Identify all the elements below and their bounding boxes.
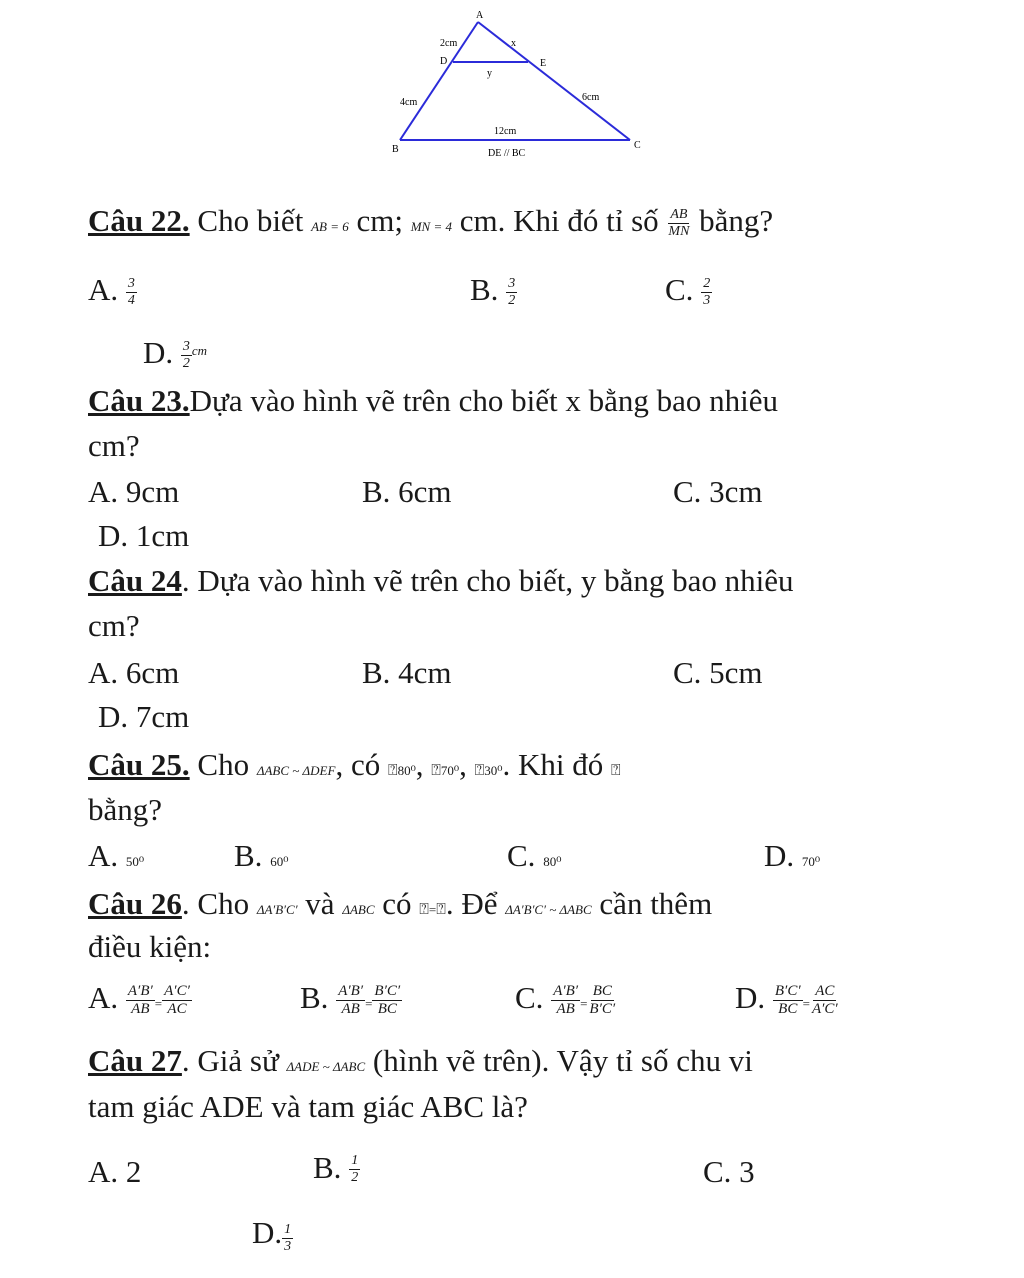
q25-b-label: B. bbox=[234, 838, 263, 873]
q26-b-d2: BC bbox=[377, 1001, 397, 1018]
q26-c-label: C. bbox=[515, 980, 544, 1015]
triangle-figure bbox=[380, 0, 650, 170]
q26-c-d1: AB bbox=[556, 1001, 575, 1018]
q25-missing-glyph-icon: ⍰ bbox=[474, 760, 485, 779]
q27-d-frac bbox=[282, 1222, 293, 1255]
q26-math-3: ΔA′B′C′ ~ ΔABC bbox=[505, 902, 592, 917]
q25-missing-glyph-icon: ⍰ bbox=[387, 760, 398, 779]
label-ad: 2cm bbox=[440, 38, 458, 49]
q22-option-b-label: B. bbox=[470, 272, 499, 307]
q26-stem-line1 bbox=[88, 886, 712, 928]
q26-c-n2: BC bbox=[591, 983, 614, 1001]
q25-option-b[interactable] bbox=[234, 838, 288, 880]
q25-angle-1: 80⁰ bbox=[397, 763, 416, 778]
label-e: E bbox=[540, 58, 547, 69]
q25-sep-1: , bbox=[415, 747, 424, 782]
label-c: C bbox=[634, 140, 641, 151]
label-a: A bbox=[476, 10, 484, 21]
q27-option-d[interactable] bbox=[252, 1215, 293, 1255]
label-de: y bbox=[487, 68, 492, 79]
q22-option-a-label: A. bbox=[88, 272, 119, 307]
q27-b-label: B. bbox=[313, 1150, 342, 1185]
figure-caption: DE // BC bbox=[488, 148, 526, 159]
q27-b-num: 1 bbox=[349, 1153, 360, 1170]
q22-a-den: 4 bbox=[127, 293, 135, 309]
q26-b-n2: B′C′ bbox=[372, 983, 402, 1001]
q27-option-a[interactable]: A. 2 bbox=[88, 1154, 142, 1189]
q23-text: Dựa vào hình vẽ trên cho biết x bằng bao nhiêu bbox=[189, 383, 779, 418]
q26-option-d[interactable] bbox=[735, 980, 840, 1022]
q25-text-2: , có bbox=[335, 747, 381, 782]
q27-d-label: D. bbox=[252, 1215, 283, 1250]
q24-option-c[interactable]: C. 5cm bbox=[673, 655, 763, 690]
q22-option-b-frac bbox=[506, 276, 517, 309]
q27-d-den: 3 bbox=[284, 1239, 292, 1255]
q26-title: Câu 26 bbox=[88, 886, 182, 921]
q23-option-a[interactable]: A. 9cm bbox=[88, 474, 180, 509]
q26-option-a[interactable] bbox=[88, 980, 192, 1022]
q24-stem-line1 bbox=[88, 563, 794, 599]
q22-option-c-label: C. bbox=[665, 272, 694, 307]
q22-option-d-label: D. bbox=[143, 335, 174, 370]
q27-b-den: 2 bbox=[351, 1170, 359, 1186]
q27-stem-line2: tam giác ADE và tam giác ABC là? bbox=[88, 1089, 528, 1124]
q22-text-4: bằng? bbox=[699, 203, 774, 238]
q27-text-2: (hình vẽ trên). Vậy tỉ số chu vi bbox=[372, 1043, 753, 1078]
q22-d-den: 2 bbox=[182, 356, 190, 372]
q22-fraction-den: MN bbox=[668, 224, 690, 240]
q25-a-label: A. bbox=[88, 838, 119, 873]
q27-b-frac bbox=[349, 1153, 360, 1186]
q27-text-1: . Giả sử bbox=[181, 1043, 279, 1078]
q22-fraction bbox=[666, 207, 691, 240]
q26-math-1: ΔA′B′C′ bbox=[256, 902, 298, 917]
q26-b-frac-2 bbox=[372, 983, 402, 1019]
q24-option-a[interactable]: A. 6cm bbox=[88, 655, 180, 690]
q22-option-c[interactable] bbox=[665, 272, 712, 309]
q22-text-1: Cho biết bbox=[197, 203, 304, 238]
q26-a-frac-1 bbox=[126, 983, 155, 1019]
q22-option-d[interactable] bbox=[143, 333, 207, 372]
q27-stem-line1 bbox=[88, 1043, 753, 1085]
q25-sep-2: , bbox=[459, 747, 467, 782]
q26-a-d2: AC bbox=[167, 1001, 187, 1018]
q25-option-d[interactable] bbox=[764, 838, 820, 880]
q23-stem-line2: cm? bbox=[88, 428, 140, 463]
q26-c-n1: A′B′ bbox=[551, 983, 580, 1001]
q26-c-d2: B′C′ bbox=[589, 1001, 616, 1018]
q25-c-label: C. bbox=[507, 838, 536, 873]
q26-b-n1: A′B′ bbox=[336, 983, 365, 1001]
q26-d-d1: BC bbox=[778, 1001, 798, 1018]
q26-text-1: . Cho bbox=[181, 886, 250, 921]
q22-c-num: 2 bbox=[701, 276, 712, 293]
label-ae: x bbox=[511, 38, 516, 49]
q24-stem-line2: cm? bbox=[88, 608, 140, 643]
q25-d-value: 70⁰ bbox=[801, 854, 821, 869]
q27-option-c[interactable]: C. 3 bbox=[703, 1154, 755, 1189]
q23-stem-line1 bbox=[88, 383, 778, 419]
q26-text-2: và bbox=[305, 886, 335, 921]
label-b: B bbox=[392, 144, 399, 155]
q26-d-frac-1 bbox=[773, 983, 803, 1019]
q26-a-n1: A′B′ bbox=[126, 983, 155, 1001]
q26-a-n2: A′C′ bbox=[162, 983, 192, 1001]
q26-a-d1: AB bbox=[131, 1001, 150, 1018]
q24-option-d[interactable]: D. 7cm bbox=[98, 699, 190, 734]
q22-option-d-unit: cm bbox=[191, 343, 208, 358]
q27-math-similar: ΔADE ~ ΔABC bbox=[286, 1059, 366, 1074]
q25-stem-line2: bằng? bbox=[88, 792, 163, 827]
q25-math-similar: ΔABC ~ ΔDEF bbox=[256, 763, 336, 778]
q26-a-label: A. bbox=[88, 980, 119, 1015]
q23-title: Câu 23. bbox=[88, 383, 190, 418]
q25-b-value: 60⁰ bbox=[270, 854, 289, 869]
q26-d-n1: B′C′ bbox=[773, 983, 803, 1001]
q23-option-b[interactable]: B. 6cm bbox=[362, 474, 452, 509]
q26-option-b[interactable] bbox=[300, 980, 402, 1022]
q26-a-eq: = bbox=[154, 996, 163, 1011]
q25-c-value: 80⁰ bbox=[543, 854, 562, 869]
q26-b-eq: = bbox=[365, 996, 373, 1011]
q22-title: Câu 22. bbox=[88, 203, 190, 238]
q24-title: Câu 24 bbox=[88, 563, 182, 598]
q26-text-3: có bbox=[382, 886, 412, 921]
q25-angle-2: 70⁰ bbox=[440, 763, 460, 778]
q22-math-ab: AB = 6 bbox=[311, 219, 349, 234]
q26-d-eq: = bbox=[802, 996, 810, 1011]
q22-text-2: cm; bbox=[356, 203, 403, 238]
q26-b-d1: AB bbox=[341, 1001, 360, 1018]
q22-text-3: cm. Khi đó tỉ số bbox=[459, 203, 659, 238]
q26-a-frac-2 bbox=[162, 983, 192, 1019]
q26-d-frac-2 bbox=[810, 983, 840, 1019]
segment-ab bbox=[400, 22, 478, 140]
label-db: 4cm bbox=[400, 97, 418, 108]
q26-stem-line2: điều kiện: bbox=[88, 929, 212, 964]
q26-missing-glyph-icon: ⍰ bbox=[436, 899, 446, 918]
q26-c-eq: = bbox=[580, 996, 588, 1011]
q27-title: Câu 27 bbox=[88, 1043, 182, 1078]
q26-c-frac-2 bbox=[587, 983, 617, 1019]
q26-d-n2: AC bbox=[813, 983, 836, 1001]
q22-d-num: 3 bbox=[181, 339, 192, 356]
q22-b-den: 2 bbox=[508, 293, 516, 309]
q22-option-a-frac bbox=[126, 276, 137, 309]
q27-d-num: 1 bbox=[282, 1222, 293, 1239]
q26-c-frac-1 bbox=[551, 983, 580, 1019]
q24-text: . Dựa vào hình vẽ trên cho biết, y bằng bao nhiêu bbox=[181, 563, 794, 598]
q26-b-label: B. bbox=[300, 980, 329, 1015]
q25-angle-3: 30⁰ bbox=[484, 763, 503, 778]
q25-stem-line1 bbox=[88, 747, 621, 789]
q22-math-mn: MN = 4 bbox=[410, 219, 452, 234]
q25-title: Câu 25. bbox=[88, 747, 190, 782]
q25-missing-glyph-icon: ⍰ bbox=[431, 760, 441, 779]
q26-d-label: D. bbox=[735, 980, 766, 1015]
label-ec: 6cm bbox=[582, 92, 600, 103]
q22-option-c-frac bbox=[701, 276, 712, 309]
q25-text-1: Cho bbox=[197, 747, 250, 782]
q22-option-d-frac bbox=[181, 339, 192, 372]
q26-b-frac-1 bbox=[336, 983, 365, 1019]
q24-option-b[interactable]: B. 4cm bbox=[362, 655, 452, 690]
q23-option-d[interactable]: D. 1cm bbox=[98, 518, 190, 553]
q26-text-5: cần thêm bbox=[599, 886, 713, 921]
q25-option-a[interactable] bbox=[88, 838, 144, 880]
q22-fraction-num: AB bbox=[668, 207, 689, 224]
q22-option-a[interactable] bbox=[88, 272, 137, 309]
q25-a-value: 50⁰ bbox=[125, 854, 145, 869]
q22-option-b[interactable] bbox=[470, 272, 517, 309]
q26-eq-sign: = bbox=[428, 902, 437, 917]
q27-option-b[interactable] bbox=[313, 1150, 360, 1186]
q26-option-c[interactable] bbox=[515, 980, 617, 1022]
q26-math-2: ΔABC bbox=[342, 902, 375, 917]
q26-text-4: . Để bbox=[445, 886, 498, 921]
q22-stem bbox=[88, 203, 773, 245]
q23-option-c[interactable]: C. 3cm bbox=[673, 474, 763, 509]
q22-a-num: 3 bbox=[126, 276, 137, 293]
q22-c-den: 3 bbox=[703, 293, 711, 309]
segment-ac bbox=[478, 22, 630, 140]
q26-missing-glyph-icon: ⍰ bbox=[419, 899, 429, 918]
q25-missing-glyph-icon: ⍰ bbox=[610, 760, 621, 779]
q25-text-3: . Khi đó bbox=[502, 747, 604, 782]
q26-d-d2: A′C′ bbox=[811, 1001, 838, 1018]
q25-option-c[interactable] bbox=[507, 838, 561, 880]
label-bc: 12cm bbox=[494, 126, 517, 137]
q25-d-label: D. bbox=[764, 838, 795, 873]
q22-b-num: 3 bbox=[506, 276, 517, 293]
label-d: D bbox=[440, 56, 448, 67]
